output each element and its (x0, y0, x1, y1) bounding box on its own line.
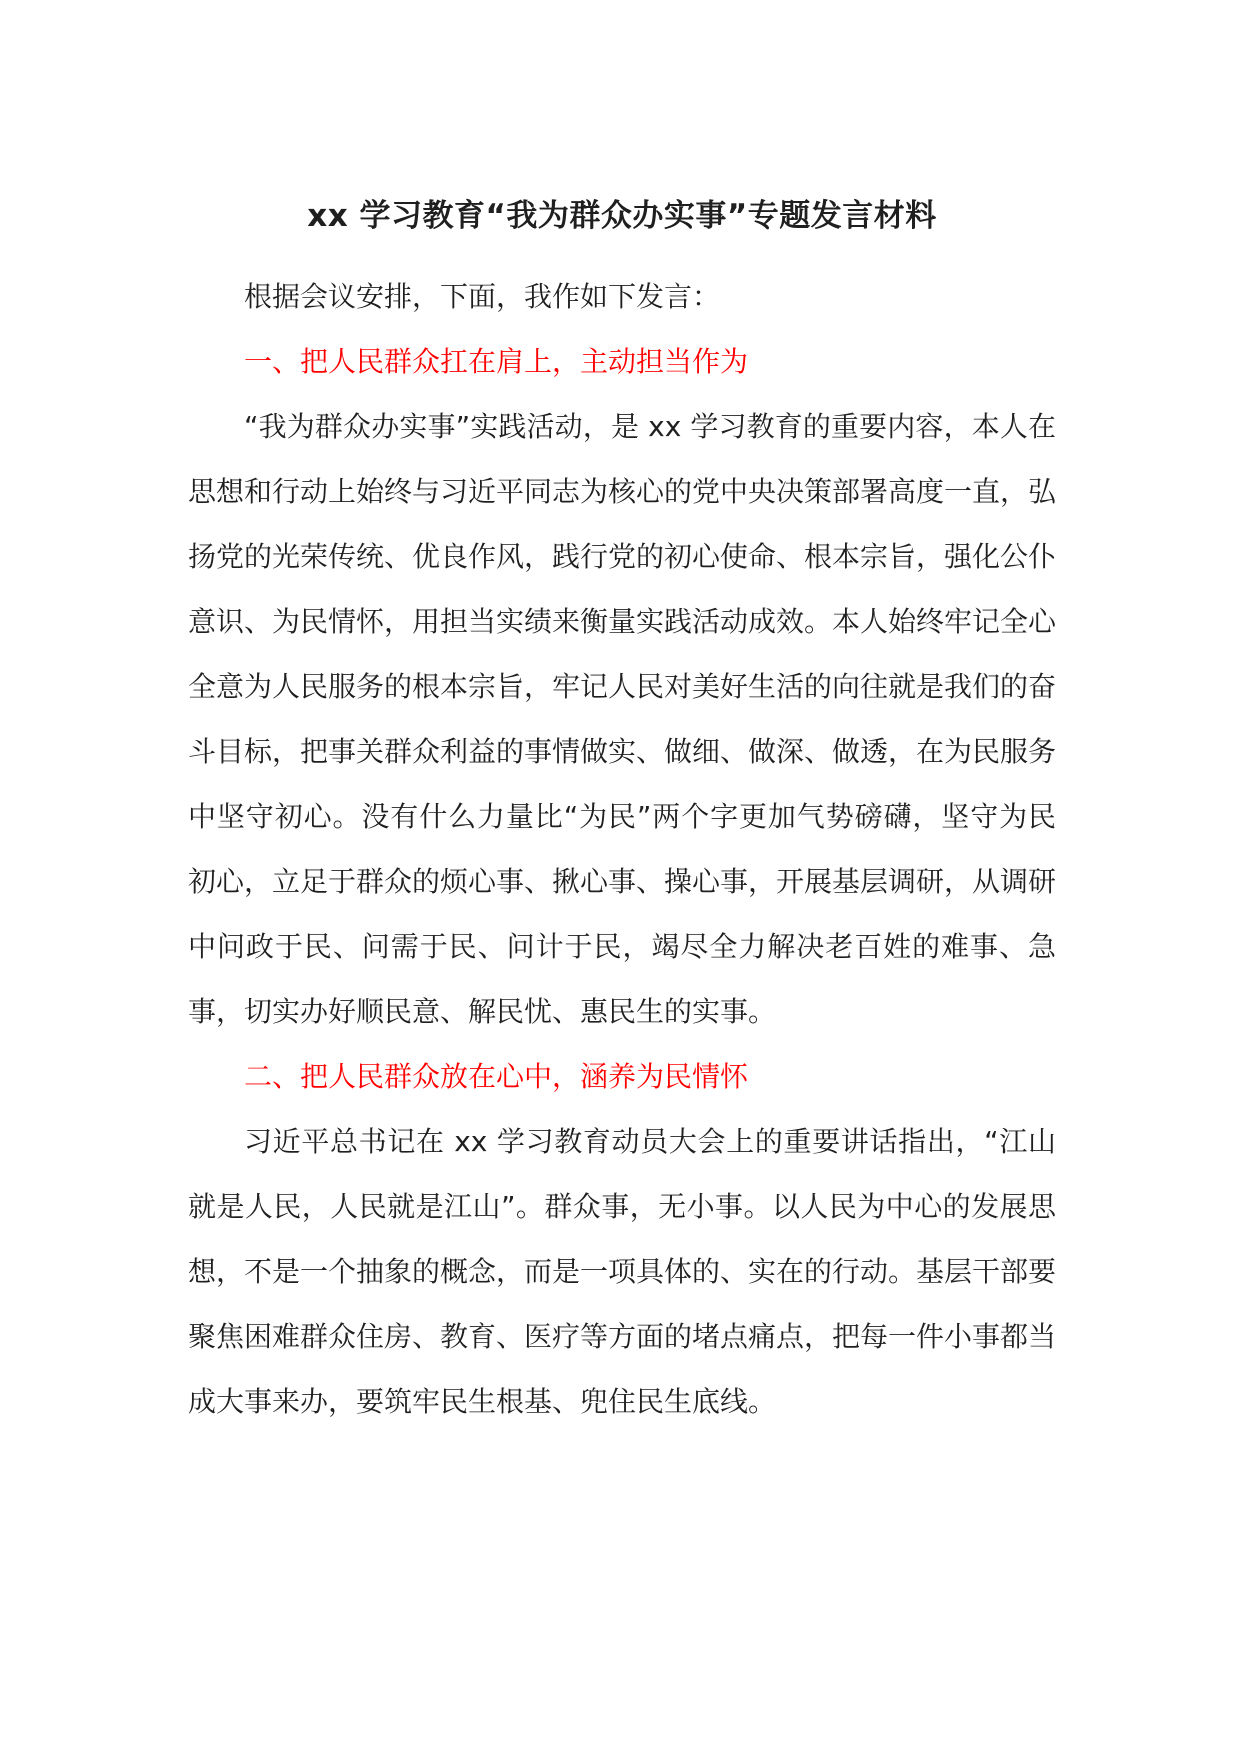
document-content (188, 196, 1056, 1434)
section-heading-1: 一、把人民群众扛在肩上，主动担当作为 (244, 345, 749, 378)
intro-paragraph: 根据会议安排，下面，我作如下发言： (244, 280, 721, 313)
section-body-1: “我为群众办实事”实践活动，是 xx 学习教育的重要内容，本人在思想和行动上始终与习近平同志为核心的党中央决策部署高度一直，弘扬党的光荣传统、优良作风，践行党的初心使命、根本宗旨，强化公仆意识、为民情怀，用担当实绩来衡量实践活动成效。本人始终牢记全心全意为人民服务的根本宗旨，牢记人民对美好生活的向往就是我们的奋斗目标，把事关群众利益的事情做实、做细、做深、做透，在为民服务中坚守初心。没有什么力量比“为民”两个字更加气势磅礴，坚守为民初心，立足于群众的烦心事、揪心事、操心事，开展基层调研，从调研中问政于民、问需于民、问计于民，竭尽全力解决老百姓的难事、急事，切实办好顺民意、解民忧、惠民生的实事。 (188, 410, 1057, 1028)
document-title: xx 学习教育“我为群众办实事”专题发言材料 (307, 198, 937, 234)
section-body-2: 习近平总书记在 xx 学习教育动员大会上的重要讲话指出，“江山就是人民，人民就是江山”。群众事，无小事。以人民为中心的发展思想，不是一个抽象的概念，而是一项具体的、实在的行动。基层干部要聚焦困难群众住房、教育、医疗等方面的堵点痛点，把每一件小事都当成大事来办，要筑牢民生根基、兜住民生底线。 (188, 1125, 1057, 1418)
section-heading-2: 二、把人民群众放在心中，涵养为民情怀 (244, 1060, 749, 1093)
